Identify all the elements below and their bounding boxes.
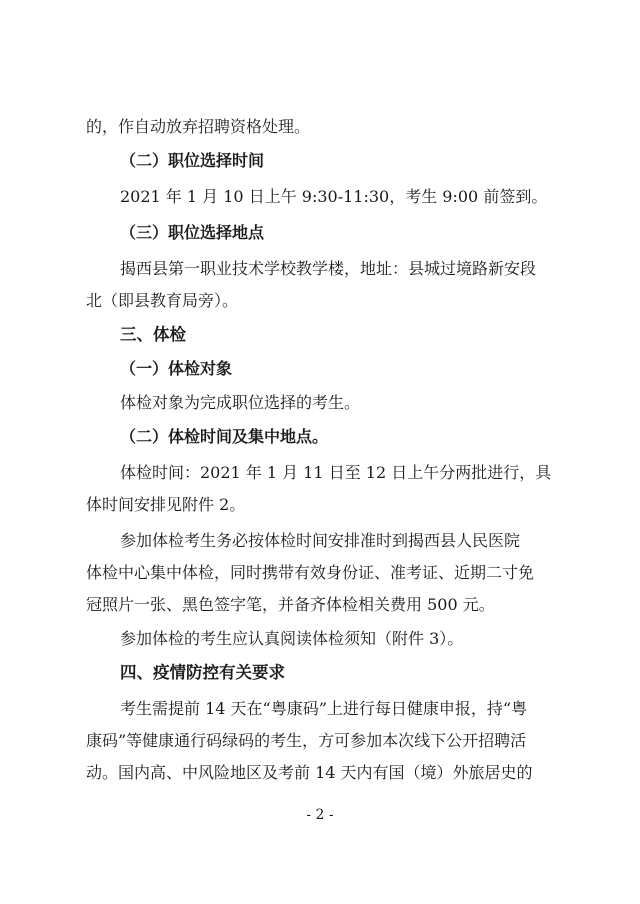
page-number: - 2 -: [306, 807, 334, 823]
text-line: 参加体检考生务必按体检时间安排准时到揭西县人民医院: [120, 531, 521, 550]
text-line: 2021 年 1 月 10 日上午 9:30-11:30，考生 9:00 前签到。: [120, 187, 548, 206]
subheading-selection-time: （二）职位选择时间: [120, 151, 265, 170]
subheading-exam-subjects: （一）体检对象: [120, 359, 233, 378]
text-line: 考生需提前 14 天在“粤康码”上进行每日健康申报，持“粤: [120, 699, 528, 718]
subheading-selection-location: （三）职位选择地点: [120, 223, 265, 242]
text-line: 北（即县教育局旁）。: [86, 291, 239, 310]
text-line: 体检对象为完成职位选择的考生。: [120, 393, 361, 412]
text-line: 揭西县第一职业技术学校教学楼，地址：县城过境路新安段: [120, 259, 537, 278]
text-line: 体检时间：2021 年 1 月 11 日至 12 日上午分两批进行，具: [120, 463, 552, 482]
text-line: 体时间安排见附件 2。: [86, 495, 246, 514]
subheading-exam-time-location: （二）体检时间及集中地点。: [120, 427, 329, 446]
text-line: 的，作自动放弃招聘资格处理。: [86, 117, 311, 136]
text-line: 动。国内高、中风险地区及考前 14 天内有国（境）外旅居史的: [86, 763, 533, 782]
text-line: 体检中心集中体检，同时携带有效身份证、准考证、近期二寸免: [86, 563, 535, 582]
text-line: 参加体检的考生应认真阅读体检须知（附件 3）。: [120, 629, 464, 648]
section-heading-physical-exam: 三、体检: [120, 325, 186, 344]
text-line: 冠照片一张、黑色签字笔，并备齐体检相关费用 500 元。: [86, 595, 495, 614]
section-heading-epidemic-prevention: 四、疫情防控有关要求: [120, 663, 285, 682]
text-line: 康码”等健康通行码绿码的考生，方可参加本次线下公开招聘活: [86, 731, 527, 750]
